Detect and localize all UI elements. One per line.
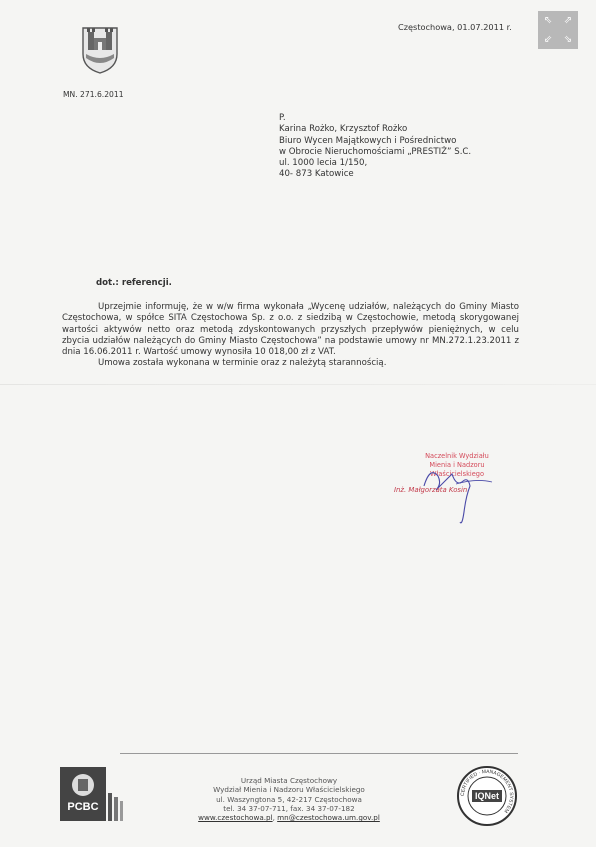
body-paragraph: Umowa została wykonana w terminie oraz z należytą starannością. xyxy=(98,358,387,369)
pcbc-certification-logo xyxy=(58,765,124,823)
iqnet-label: IQNet xyxy=(474,791,500,801)
reference-number: MN. 271.6.2011 xyxy=(63,90,124,99)
letter-body xyxy=(62,302,519,370)
stamp-name: Inż. Małgorzata Kosin xyxy=(394,486,468,494)
link-separator: , xyxy=(272,813,278,823)
iqnet-certification-logo xyxy=(456,765,518,827)
addressee-line: Karina Rożko, Krzysztof Rożko xyxy=(279,124,408,135)
pcbc-label: PCBC xyxy=(67,801,99,813)
footer-address: ul. Waszyngtona 5, 42-217 Częstochowa xyxy=(216,794,362,804)
arrow-ne-icon: ⇗ xyxy=(563,14,573,26)
addressee-line: Biuro Wycen Majątkowych i Pośrednictwo xyxy=(279,135,457,146)
subject-line: dot.: referencji. xyxy=(96,278,172,288)
stamp-line: Naczelnik Wydziału xyxy=(425,452,489,460)
iqnet-ring-text: CERTIFIED · MANAGEMENT SYSTEM xyxy=(459,768,515,814)
footer-contact xyxy=(166,776,412,822)
handwritten-signature xyxy=(396,456,516,532)
stamp-line: Mienia i Nadzoru Właścicielskiego xyxy=(429,461,485,478)
body-paragraph: Uprzejmie informuję, że w w/w firma wykonała „Wycenę udziałów, należących do Gminy Miasto Częstochowa, w spółce SITA Częstochowa Sp. z o.o. z siedzibą w Częstochowie, metodą skorygowanej wartości aktywów netto oraz metodą zdyskontowanych przyszłych przepływów pieniężnych, w celu zbycia udziałów należących do Gminy Miasto Częstochowa” na podstawie umowy nr MN.272.1.23.2011 z dnia 16.06.2011 r. Wartość umowy wynosiła 10 018,00 zł z VAT. xyxy=(62,302,519,358)
arrow-sw-icon: ⇙ xyxy=(543,33,553,45)
addressee-line: 40- 873 Katowice xyxy=(279,169,354,180)
addressee-line: w Obrocie Nieruchomościami „PRESTIŻ” S.C. xyxy=(279,146,472,157)
email-link[interactable]: mn@czestochowa.um.gov.pl xyxy=(277,813,380,823)
document-date: Częstochowa, 01.07.2011 r. xyxy=(398,22,512,32)
footer-phone: tel. 34 37-07-711, fax. 34 37-07-182 xyxy=(223,803,355,813)
coat-of-arms-logo xyxy=(80,22,120,74)
footer-divider xyxy=(120,753,518,754)
signature-stamp xyxy=(356,452,526,532)
footer-links xyxy=(166,813,412,822)
arrow-nw-icon: ⇖ xyxy=(543,14,553,26)
arrow-se-icon: ⇘ xyxy=(563,33,573,45)
footer-office: Urząd Miasta Częstochowy xyxy=(240,776,338,785)
footer-department: Wydział Mienia i Nadzoru Właścicielskiego xyxy=(213,785,365,795)
addressee-line: ul. 1000 lecia 1/150, xyxy=(279,158,368,169)
fold-line xyxy=(0,384,596,385)
website-link[interactable]: www.czestochowa.pl xyxy=(198,813,273,823)
fullscreen-expand-button[interactable] xyxy=(538,11,578,49)
addressee-prefix: P. xyxy=(279,113,286,123)
addressee-block xyxy=(279,113,471,181)
